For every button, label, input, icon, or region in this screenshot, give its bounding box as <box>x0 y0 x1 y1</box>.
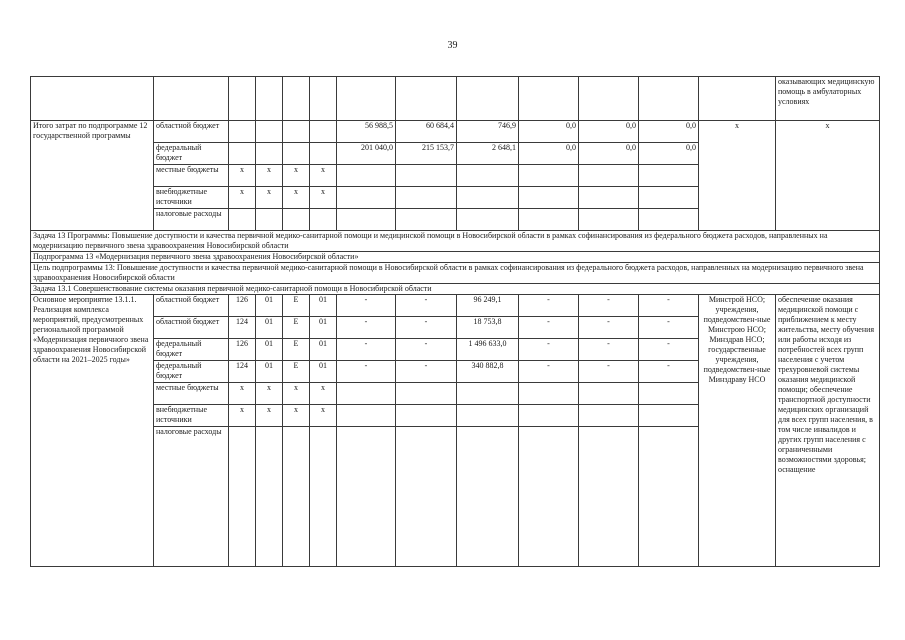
value-cell-g <box>229 121 256 143</box>
value-cell-y4 <box>519 165 579 187</box>
value-cell-r <box>256 427 283 567</box>
value-cell-c: E <box>283 295 310 317</box>
value-cell-y1 <box>337 165 396 187</box>
value-cell-r: x <box>256 187 283 209</box>
main-event-label: Основное мероприятие 13.1.1. Реализация комплекса мероприятий, предусмотренных региональной программой «Модернизация первичного звена здравоохранения Новосибирской области на 2021–2025 годы» <box>31 295 154 567</box>
empty-cell <box>283 77 310 121</box>
funding-source: налоговые расходы <box>154 209 229 231</box>
value-cell-g: x <box>229 187 256 209</box>
value-cell-y2 <box>396 427 457 567</box>
value-cell-v: 01 <box>310 295 337 317</box>
value-cell-y5: 0,0 <box>579 143 639 165</box>
value-cell-y3: 340 882,8 <box>457 361 519 383</box>
value-cell-y1 <box>337 405 396 427</box>
value-cell-c <box>283 143 310 165</box>
value-cell-v <box>310 209 337 231</box>
funding-source: областной бюджет <box>154 317 229 339</box>
value-cell-y3 <box>457 405 519 427</box>
total-executor: x <box>699 121 776 231</box>
empty-cell <box>31 77 154 121</box>
value-cell-y3 <box>457 383 519 405</box>
value-cell-y4: - <box>519 361 579 383</box>
main-event-executor: Минстрой НСО; учреждения, подведомствен-ные Минстрою НСО; Минздрав НСО; государственные учреждения, подведомствен-ные Минздраву НСО <box>699 295 776 567</box>
task-13-heading: Задача 13 Программы: Повышение доступности и качества первичной медико-санитарной помощи и медицинской помощи в Новосибирской области в рамках софинансирования из федерального бюджета расходов, направленных на модернизацию первичного звена здравоохранения Новосибирской области <box>31 231 880 252</box>
value-cell-v: x <box>310 187 337 209</box>
value-cell-y3: 18 753,8 <box>457 317 519 339</box>
empty-cell <box>310 77 337 121</box>
value-cell-y1: 201 040,0 <box>337 143 396 165</box>
value-cell-y1 <box>337 383 396 405</box>
value-cell-v <box>310 121 337 143</box>
value-cell-y2 <box>396 165 457 187</box>
value-cell-y4 <box>519 187 579 209</box>
value-cell-y2 <box>396 187 457 209</box>
value-cell-y6 <box>639 187 699 209</box>
empty-cell <box>337 77 396 121</box>
value-cell-r <box>256 143 283 165</box>
page-number: 39 <box>447 40 458 51</box>
table-row <box>31 231 880 252</box>
value-cell-y5 <box>579 165 639 187</box>
value-cell-y2: 215 153,7 <box>396 143 457 165</box>
value-cell-y5: - <box>579 317 639 339</box>
value-cell-g <box>229 209 256 231</box>
value-cell-r: 01 <box>256 361 283 383</box>
value-cell-y6: - <box>639 339 699 361</box>
main-event-result: обеспечение оказания медицинской помощи с приближением к месту жительства, месту обучения или работы исходя из потребностей всех групп населения с учетом трехуровневой системы оказания медицинской помощи; обеспечение транспортной доступности медицинских организаций для всех групп населения, в том числе инвалидов и других групп населения с ограниченными возможностями здоровья; оснащение <box>776 295 880 567</box>
value-cell-y5: - <box>579 361 639 383</box>
table-row <box>31 295 880 317</box>
value-cell-c: E <box>283 361 310 383</box>
value-cell-y3 <box>457 187 519 209</box>
value-cell-y6: - <box>639 295 699 317</box>
value-cell-y6 <box>639 209 699 231</box>
value-cell-y6: 0,0 <box>639 143 699 165</box>
value-cell-y6: - <box>639 361 699 383</box>
value-cell-g: 126 <box>229 295 256 317</box>
funding-source: областной бюджет <box>154 121 229 143</box>
value-cell-c <box>283 427 310 567</box>
value-cell-y1 <box>337 427 396 567</box>
empty-cell <box>229 77 256 121</box>
value-cell-y6: - <box>639 317 699 339</box>
value-cell-y3: 96 249,1 <box>457 295 519 317</box>
value-cell-c: E <box>283 339 310 361</box>
value-cell-y5: - <box>579 339 639 361</box>
value-cell-r: x <box>256 165 283 187</box>
value-cell-y6 <box>639 165 699 187</box>
value-cell-r: 01 <box>256 317 283 339</box>
value-cell-y4: 0,0 <box>519 143 579 165</box>
value-cell-y1: 56 988,5 <box>337 121 396 143</box>
table-row <box>31 284 880 295</box>
funding-source: внебюджетные источники <box>154 187 229 209</box>
value-cell-y6 <box>639 383 699 405</box>
empty-cell <box>154 77 229 121</box>
funding-source: федеральный бюджет <box>154 339 229 361</box>
value-cell-g: x <box>229 383 256 405</box>
funding-source: областной бюджет <box>154 295 229 317</box>
empty-cell <box>639 77 699 121</box>
funding-source: федеральный бюджет <box>154 143 229 165</box>
total-result: x <box>776 121 880 231</box>
value-cell-v: 01 <box>310 317 337 339</box>
value-cell-y5 <box>579 427 639 567</box>
value-cell-y5: 0,0 <box>579 121 639 143</box>
value-cell-y5: - <box>579 295 639 317</box>
value-cell-y2: - <box>396 295 457 317</box>
empty-cell <box>579 77 639 121</box>
funding-source: местные бюджеты <box>154 383 229 405</box>
value-cell-y1: - <box>337 339 396 361</box>
table-row <box>31 252 880 263</box>
value-cell-r: 01 <box>256 339 283 361</box>
goal-13-heading: Цель подпрограммы 13: Повышение доступности и качества первичной медико-санитарной помощи в Новосибирской области в рамках софинансирования из федерального бюджета расходов, направленных на модернизацию первичного звена здравоохранения Новосибирской области <box>31 263 880 284</box>
value-cell-y3 <box>457 165 519 187</box>
value-cell-y1: - <box>337 295 396 317</box>
value-cell-y2 <box>396 383 457 405</box>
value-cell-v <box>310 427 337 567</box>
budget-table <box>30 76 880 567</box>
value-cell-c: x <box>283 405 310 427</box>
value-cell-y3: 1 496 633,0 <box>457 339 519 361</box>
value-cell-v: 01 <box>310 361 337 383</box>
value-cell-y4: - <box>519 295 579 317</box>
task-13-1-heading: Задача 13.1 Совершенствование системы оказания первичной медико-санитарной помощи в Новосибирской области <box>31 284 880 295</box>
value-cell-g: x <box>229 405 256 427</box>
value-cell-y5 <box>579 187 639 209</box>
value-cell-y4 <box>519 427 579 567</box>
funding-source: внебюджетные источники <box>154 405 229 427</box>
value-cell-y3: 746,9 <box>457 121 519 143</box>
value-cell-g: 124 <box>229 361 256 383</box>
empty-cell <box>396 77 457 121</box>
value-cell-g: 124 <box>229 317 256 339</box>
value-cell-y2: - <box>396 317 457 339</box>
funding-source: налоговые расходы <box>154 427 229 567</box>
value-cell-y1: - <box>337 317 396 339</box>
value-cell-y5 <box>579 405 639 427</box>
result-cell: оказывающих медицинскую помощь в амбулаторных условиях <box>776 77 880 121</box>
value-cell-c: x <box>283 187 310 209</box>
value-cell-y3: 2 648,1 <box>457 143 519 165</box>
value-cell-y2: - <box>396 339 457 361</box>
value-cell-y2: 60 684,4 <box>396 121 457 143</box>
value-cell-y4 <box>519 405 579 427</box>
value-cell-r <box>256 121 283 143</box>
value-cell-c: x <box>283 383 310 405</box>
value-cell-v: 01 <box>310 339 337 361</box>
value-cell-y4 <box>519 383 579 405</box>
funding-source: федеральный бюджет <box>154 361 229 383</box>
value-cell-r <box>256 209 283 231</box>
funding-source: местные бюджеты <box>154 165 229 187</box>
value-cell-y4 <box>519 209 579 231</box>
value-cell-y4: - <box>519 317 579 339</box>
value-cell-v: x <box>310 383 337 405</box>
value-cell-v <box>310 143 337 165</box>
value-cell-c <box>283 121 310 143</box>
value-cell-c: x <box>283 165 310 187</box>
value-cell-r: 01 <box>256 295 283 317</box>
value-cell-y3 <box>457 209 519 231</box>
value-cell-y3 <box>457 427 519 567</box>
value-cell-y6 <box>639 405 699 427</box>
value-cell-y2 <box>396 405 457 427</box>
value-cell-y1 <box>337 187 396 209</box>
value-cell-c: E <box>283 317 310 339</box>
value-cell-y2: - <box>396 361 457 383</box>
value-cell-y4: 0,0 <box>519 121 579 143</box>
value-cell-y1 <box>337 209 396 231</box>
value-cell-y5 <box>579 383 639 405</box>
table-row <box>31 77 880 121</box>
value-cell-y1: - <box>337 361 396 383</box>
value-cell-g: 126 <box>229 339 256 361</box>
empty-cell <box>699 77 776 121</box>
value-cell-v: x <box>310 165 337 187</box>
value-cell-r: x <box>256 405 283 427</box>
value-cell-y5 <box>579 209 639 231</box>
table-row <box>31 263 880 284</box>
value-cell-g <box>229 427 256 567</box>
value-cell-y4: - <box>519 339 579 361</box>
value-cell-g: x <box>229 165 256 187</box>
subprogram-13-heading: Подпрограмма 13 «Модернизация первичного звена здравоохранения Новосибирской области» <box>31 252 880 263</box>
value-cell-r: x <box>256 383 283 405</box>
value-cell-g <box>229 143 256 165</box>
value-cell-y6: 0,0 <box>639 121 699 143</box>
value-cell-y2 <box>396 209 457 231</box>
empty-cell <box>256 77 283 121</box>
value-cell-v: x <box>310 405 337 427</box>
total-label: Итого затрат по подпрограмме 12 государственной программы <box>31 121 154 231</box>
value-cell-c <box>283 209 310 231</box>
empty-cell <box>457 77 519 121</box>
value-cell-y6 <box>639 427 699 567</box>
empty-cell <box>519 77 579 121</box>
table-row <box>31 121 880 143</box>
